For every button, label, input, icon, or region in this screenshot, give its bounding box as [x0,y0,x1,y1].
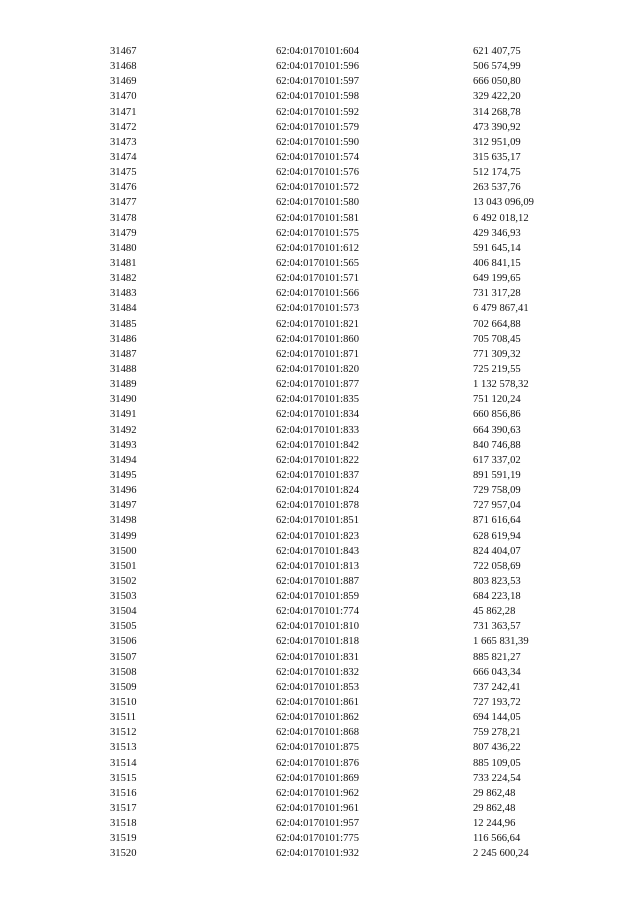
cadastral-number: 62:04:0170101:875 [276,742,359,754]
row-number: 31494 [110,454,137,466]
row-number: 31520 [110,848,137,860]
cadastral-value: 506 574,99 [473,61,521,73]
cadastral-number: 62:04:0170101:604 [276,46,359,57]
row-number: 31468 [110,61,137,73]
table-row [0,498,640,513]
cadastral-number: 62:04:0170101:571 [276,273,359,285]
row-number: 31480 [110,242,137,254]
row-number: 31500 [110,545,137,557]
table-row [0,377,640,392]
cadastral-value: 12 244,96 [473,818,516,830]
row-number: 31513 [110,742,137,754]
cadastral-value: 722 058,69 [473,560,521,572]
row-number: 31470 [110,91,137,103]
cadastral-number: 62:04:0170101:598 [276,91,359,103]
cadastral-value: 6 479 867,41 [473,303,529,315]
table-row [0,559,640,574]
cadastral-number: 62:04:0170101:565 [276,257,359,269]
cadastral-value: 591 645,14 [473,242,521,254]
cadastral-value: 684 223,18 [473,591,521,603]
cadastral-number: 62:04:0170101:573 [276,303,359,315]
row-number: 31516 [110,787,137,799]
cadastral-number: 62:04:0170101:818 [276,636,359,648]
cadastral-number: 62:04:0170101:612 [276,242,359,254]
row-number: 31507 [110,651,137,663]
cadastral-value: 727 957,04 [473,500,521,512]
table-row [0,786,640,801]
cadastral-number: 62:04:0170101:932 [276,848,359,860]
cadastral-value: 731 363,57 [473,621,521,633]
cadastral-number: 62:04:0170101:861 [276,697,359,709]
cadastral-number: 62:04:0170101:851 [276,515,359,527]
cadastral-value: 628 619,94 [473,530,521,542]
table-row [0,740,640,755]
cadastral-value: 729 758,09 [473,485,521,497]
table-row [0,801,640,816]
row-number: 31472 [110,121,137,133]
table-row [0,332,640,347]
table-row [0,89,640,104]
table-row [0,59,640,74]
row-number: 31481 [110,257,137,269]
table-row [0,392,640,407]
row-number: 31485 [110,318,137,330]
cadastral-value: 824 404,07 [473,545,521,557]
cadastral-value: 737 242,41 [473,681,521,693]
table-row [0,362,640,377]
cadastral-value: 759 278,21 [473,727,521,739]
table-row [0,574,640,589]
cadastral-number: 62:04:0170101:887 [276,575,359,587]
table-row [0,513,640,528]
table-row [0,120,640,135]
cadastral-value: 733 224,54 [473,772,521,784]
cadastral-number: 62:04:0170101:869 [276,772,359,784]
table-row [0,74,640,89]
table-row [0,165,640,180]
cadastral-number: 62:04:0170101:574 [276,151,359,163]
cadastral-number: 62:04:0170101:832 [276,666,359,678]
cadastral-value: 727 193,72 [473,697,521,709]
cadastral-value: 885 109,05 [473,757,521,769]
table-row [0,453,640,468]
cadastral-value: 885 821,27 [473,651,521,663]
cadastral-number: 62:04:0170101:859 [276,591,359,603]
table-row [0,619,640,634]
table-row [0,150,640,165]
table-row [0,468,640,483]
cadastral-value: 29 862,48 [473,787,516,799]
cadastral-number: 62:04:0170101:961 [276,803,359,815]
cadastral-number: 62:04:0170101:823 [276,530,359,542]
cadastral-value: 45 862,28 [473,606,516,618]
row-number: 31473 [110,136,137,148]
row-number: 31479 [110,227,137,239]
table-row [0,347,640,362]
cadastral-value: 664 390,63 [473,424,521,436]
cadastral-value: 840 746,88 [473,439,521,451]
row-number: 31482 [110,273,137,285]
table-row [0,271,640,286]
cadastral-value: 473 390,92 [473,121,521,133]
cadastral-value: 702 664,88 [473,318,521,330]
cadastral-value: 666 043,34 [473,666,521,678]
cadastral-number: 62:04:0170101:837 [276,469,359,481]
cadastral-number: 62:04:0170101:871 [276,348,359,360]
cadastral-value: 731 317,28 [473,288,521,300]
cadastral-number: 62:04:0170101:575 [276,227,359,239]
cadastral-number: 62:04:0170101:580 [276,197,359,209]
row-number: 31484 [110,303,137,315]
cadastral-value: 512 174,75 [473,167,521,179]
table-row [0,650,640,665]
table-row [0,256,640,271]
cadastral-number: 62:04:0170101:877 [276,379,359,391]
cadastral-number: 62:04:0170101:576 [276,167,359,179]
cadastral-number: 62:04:0170101:813 [276,560,359,572]
cadastral-value: 891 591,19 [473,469,521,481]
cadastral-number: 62:04:0170101:597 [276,76,359,88]
cadastral-number: 62:04:0170101:860 [276,333,359,345]
cadastral-value: 660 856,86 [473,409,521,421]
table-row [0,756,640,771]
row-number: 31475 [110,167,137,179]
table-row [0,105,640,120]
table-row [0,407,640,422]
row-number: 31518 [110,818,137,830]
table-row [0,483,640,498]
cadastral-value: 751 120,24 [473,394,521,406]
table-row [0,816,640,831]
cadastral-number: 62:04:0170101:810 [276,621,359,633]
table-row [0,589,640,604]
table-row [0,529,640,544]
cadastral-number: 62:04:0170101:831 [276,651,359,663]
row-number: 31487 [110,348,137,360]
row-number: 31510 [110,697,137,709]
row-number: 31478 [110,212,137,224]
table-row [0,710,640,725]
table-row [0,286,640,301]
cadastral-number: 62:04:0170101:572 [276,182,359,194]
cadastral-number: 62:04:0170101:566 [276,288,359,300]
table-row [0,44,640,59]
cadastral-number: 62:04:0170101:878 [276,500,359,512]
cadastral-number: 62:04:0170101:842 [276,439,359,451]
cadastral-number: 62:04:0170101:962 [276,787,359,799]
cadastral-value: 312 951,09 [473,136,521,148]
row-number: 31506 [110,636,137,648]
row-number: 31486 [110,333,137,345]
cadastral-number: 62:04:0170101:774 [276,606,359,618]
table-row [0,846,640,861]
table-row [0,438,640,453]
row-number: 31508 [110,666,137,678]
table-row [0,301,640,316]
row-number: 31509 [110,681,137,693]
cadastral-value: 329 422,20 [473,91,521,103]
cadastral-value: 666 050,80 [473,76,521,88]
row-number: 31515 [110,772,137,784]
cadastral-number: 62:04:0170101:862 [276,712,359,724]
row-number: 31488 [110,363,137,375]
cadastral-number: 62:04:0170101:824 [276,485,359,497]
table-row [0,680,640,695]
row-number: 31497 [110,500,137,512]
table-row [0,695,640,710]
cadastral-number: 62:04:0170101:868 [276,727,359,739]
table-row [0,180,640,195]
cadastral-number: 62:04:0170101:579 [276,121,359,133]
row-number: 31517 [110,803,137,815]
row-number: 31512 [110,727,137,739]
row-number: 31503 [110,591,137,603]
table-row [0,211,640,226]
row-number: 31477 [110,197,137,209]
row-number: 31499 [110,530,137,542]
row-number: 31495 [110,469,137,481]
cadastral-value: 871 616,64 [473,515,521,527]
table-row [0,665,640,680]
row-number: 31514 [110,757,137,769]
records-table [0,44,640,862]
table-row [0,771,640,786]
cadastral-value: 263 537,76 [473,182,521,194]
cadastral-number: 62:04:0170101:596 [276,61,359,73]
table-row [0,135,640,150]
cadastral-number: 62:04:0170101:957 [276,818,359,830]
cadastral-number: 62:04:0170101:592 [276,106,359,118]
row-number: 31489 [110,379,137,391]
row-number: 31519 [110,833,137,845]
table-row [0,634,640,649]
cadastral-value: 649 199,65 [473,273,521,285]
row-number: 31490 [110,394,137,406]
row-number: 31511 [110,712,137,724]
row-number: 31502 [110,575,137,587]
cadastral-number: 62:04:0170101:820 [276,363,359,375]
cadastral-value: 116 566,64 [473,833,521,845]
table-row [0,317,640,332]
cadastral-number: 62:04:0170101:775 [276,833,359,845]
table-row [0,423,640,438]
cadastral-value: 621 407,75 [473,46,521,57]
table-row [0,725,640,740]
row-number: 31493 [110,439,137,451]
cadastral-number: 62:04:0170101:833 [276,424,359,436]
cadastral-value: 705 708,45 [473,333,521,345]
cadastral-value: 694 144,05 [473,712,521,724]
table-row [0,544,640,559]
cadastral-value: 429 346,93 [473,227,521,239]
cadastral-number: 62:04:0170101:853 [276,681,359,693]
cadastral-value: 406 841,15 [473,257,521,269]
row-number: 31501 [110,560,137,572]
cadastral-value: 725 219,55 [473,363,521,375]
table-row [0,241,640,256]
table-row [0,195,640,210]
cadastral-number: 62:04:0170101:834 [276,409,359,421]
cadastral-value: 617 337,02 [473,454,521,466]
table-row [0,604,640,619]
cadastral-value: 771 309,32 [473,348,521,360]
table-row [0,226,640,241]
row-number: 31469 [110,76,137,88]
cadastral-value: 315 635,17 [473,151,521,163]
cadastral-value: 13 043 096,09 [473,197,534,209]
row-number: 31496 [110,485,137,497]
row-number: 31467 [110,46,137,57]
row-number: 31474 [110,151,137,163]
cadastral-value: 314 268,78 [473,106,521,118]
cadastral-value: 807 436,22 [473,742,521,754]
cadastral-number: 62:04:0170101:835 [276,394,359,406]
row-number: 31483 [110,288,137,300]
cadastral-number: 62:04:0170101:843 [276,545,359,557]
cadastral-value: 1 132 578,32 [473,379,529,391]
row-number: 31504 [110,606,137,618]
cadastral-number: 62:04:0170101:821 [276,318,359,330]
row-number: 31505 [110,621,137,633]
cadastral-value: 6 492 018,12 [473,212,529,224]
cadastral-value: 1 665 831,39 [473,636,529,648]
cadastral-number: 62:04:0170101:581 [276,212,359,224]
row-number: 31476 [110,182,137,194]
row-number: 31492 [110,424,137,436]
table-row [0,831,640,846]
cadastral-value: 803 823,53 [473,575,521,587]
cadastral-value: 29 862,48 [473,803,516,815]
cadastral-value: 2 245 600,24 [473,848,529,860]
cadastral-number: 62:04:0170101:876 [276,757,359,769]
row-number: 31498 [110,515,137,527]
cadastral-number: 62:04:0170101:822 [276,454,359,466]
row-number: 31491 [110,409,137,421]
row-number: 31471 [110,106,137,118]
cadastral-number: 62:04:0170101:590 [276,136,359,148]
